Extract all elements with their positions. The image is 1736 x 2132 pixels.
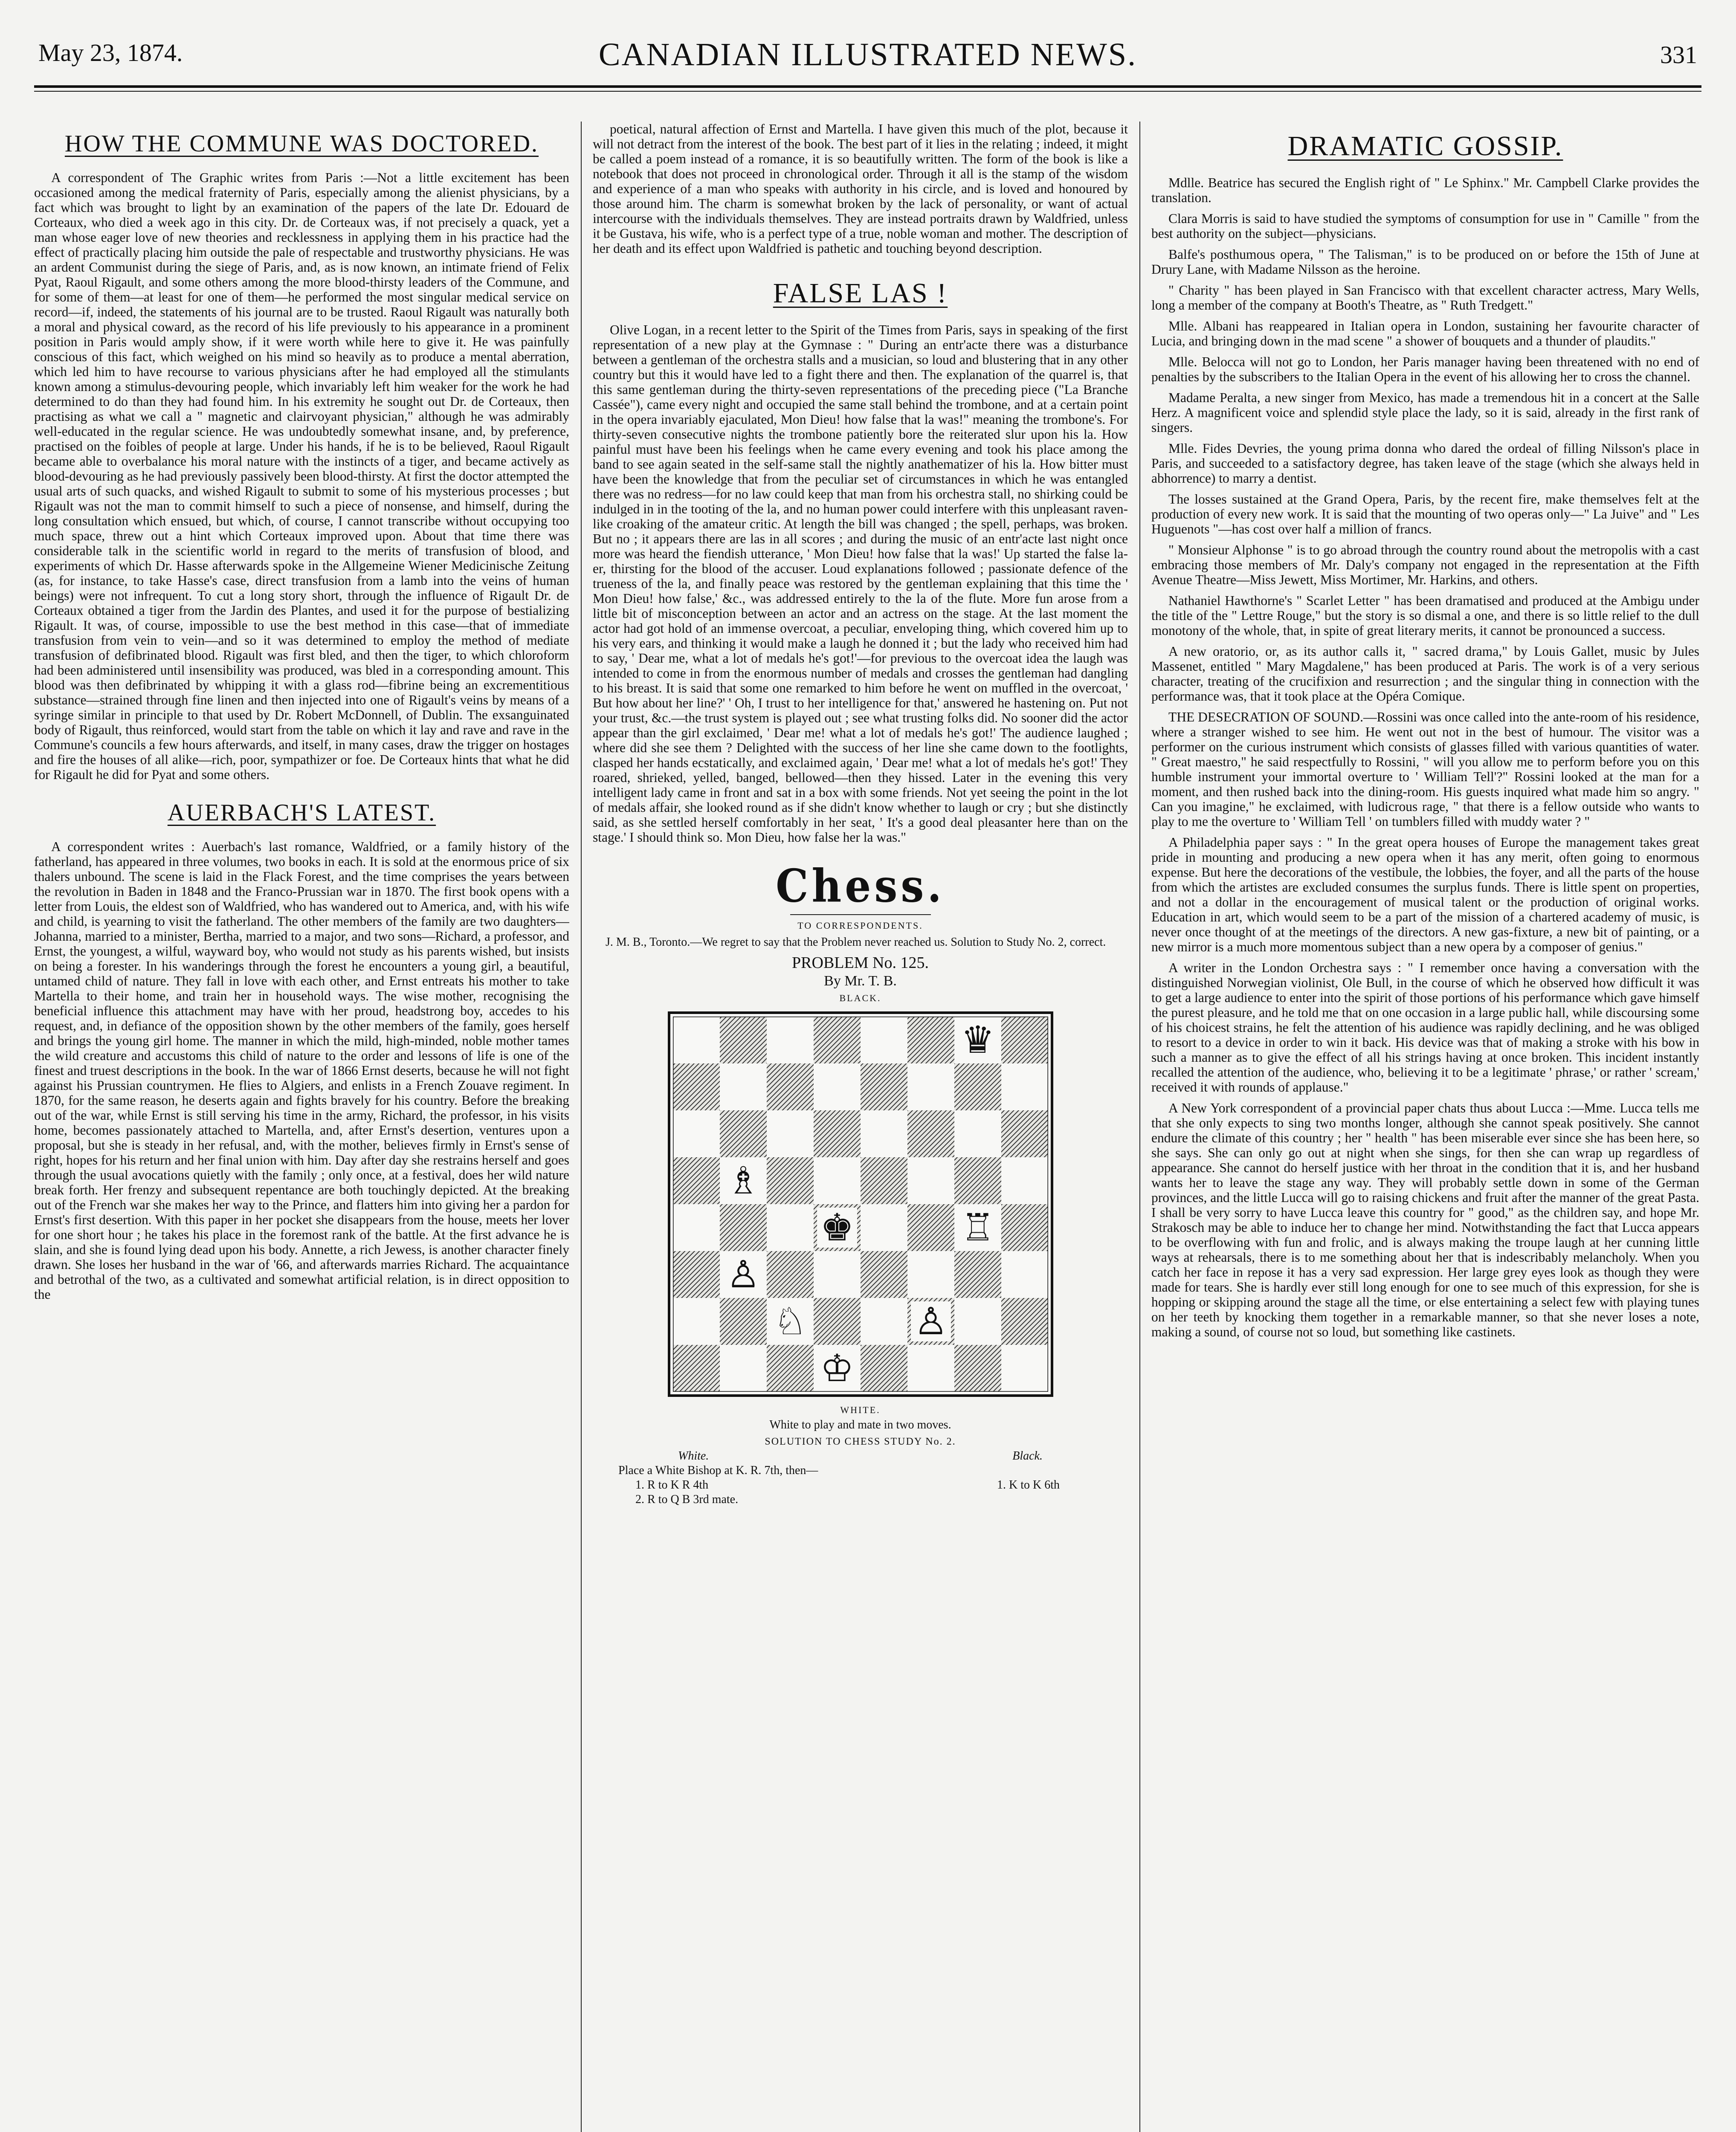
board-square <box>673 1251 720 1298</box>
board-square <box>767 1157 814 1204</box>
paragraph: Clara Morris is said to have studied the symptoms of consumption for use in " Camille " from the best authority on the subject—physicians. <box>1151 211 1699 241</box>
board-square <box>907 1204 954 1251</box>
board-square <box>861 1204 907 1251</box>
chess-piece-icon: ♛ <box>961 1018 994 1062</box>
chess-piece-icon: ♙ <box>726 1252 760 1296</box>
solution-white-label: White. <box>678 1449 709 1463</box>
board-square <box>673 1157 720 1204</box>
board-square <box>954 1063 1001 1110</box>
board-square <box>861 1251 907 1298</box>
board-square <box>1001 1345 1048 1392</box>
article-title-auerbach: AUERBACH'S LATEST. <box>167 800 436 826</box>
chess-piece-icon: ♙ <box>914 1299 948 1343</box>
board-square <box>720 1298 767 1345</box>
paragraph: " Monsieur Alphonse " is to go abroad through the country round about the metropolis with a cast embracing those members of Mr. Daly's company not engaged in the representation at the Fifth Avenue Theatre—Miss Jewett, Miss Mortimer, Mr. Harkins, and others. <box>1151 542 1699 587</box>
paragraph: Balfe's posthumous opera, " The Talisman," is to be produced on or before the 15th of June at Drury Lane, with Madame Nilsson as the heroine. <box>1151 247 1699 277</box>
board-square <box>861 1063 907 1110</box>
board-square <box>673 1110 720 1157</box>
board-square <box>954 1157 1001 1204</box>
chess-board-diagram <box>673 1017 1048 1392</box>
board-square <box>720 1017 767 1063</box>
header-rule-thin <box>34 91 1701 92</box>
chess-section <box>593 859 1128 1506</box>
solution-intro: Place a White Bishop at K. R. 7th, then— <box>618 1464 818 1477</box>
board-square <box>1001 1298 1048 1345</box>
paragraph: A correspondent writes : Auerbach's last romance, Waldfried, or a family history of the fatherland, has appeared in three volumes, two books in each. It is sold at the enormous price of six thalers unbound. The scene is laid in the Flack Forest, and the time comprises the years between the revolution in Baden in 1848 and the Franco-Prussian war in 1870. The first book opens with a letter from Louis, the eldest son of Waldfried, who has wandered out to America, and, with his wife and child, is yearning to visit the fatherland. The other members of the family are two daughters—Johanna, married to a minister, Bertha, married to a major, and two sons—Richard, a professor, and Ernst, the youngest, a wilful, wayward boy, who would not study as his parents wished, but insists on being a forester. In his wanderings through the forest he encounters a young girl, a beautiful, untamed child of nature. They fall in love with each other, and Ernst entreats his mother to take Martella to their home, and train her in household ways. The wise mother, recognising the beneficial influence this attachment may have with her proud, headstrong boy, accedes to his request, and, in defiance of the opposition shown by the other members of the family, goes herself and brings the young girl home. The manner in which the mild, high-minded, noble mother tames the wild creature and accustoms this child of nature to the order and lessons of life is one of the finest and truest descriptions in the book. In the war of 1866 Ernst deserts, because he will not fight against his Prussian countrymen. He flies to Algiers, and enlists in a French Zouave regiment. In 1870, for the same reason, he deserts again and fights bravely for his country. Before the breaking out of the war, while Ernst is still serving his time in the army, Richard, the professor, in his visits home, becomes passionately attached to Martella, and, after Ernst's desertion, ventures upon a proposal, but she is steady in her refusal, and, with the mother, believes firmly in Ernst's sense of right, hopes for his return and her final union with him. Day after day she restrains herself and goes through the usual avocations quietly with the family ; only once, at a festival, does her wild nature break forth. Her frenzy and subsequent repentance are both touchingly depicted. At the breaking out of the French war she makes her way to the Prince, and flatters him into giving her a pardon for Ernst's first desertion. With this paper in her pocket she disappears from the house, meets her lover for one short hour ; he takes his place in the foremost rank of the battle. At the first advance he is slain, and she is found lying dead upon his body. Annette, a rich Jewess, is another character finely drawn. She loses her husband in the war of '66, and afterwards marries Richard. The acquaintance and betrothal of the two, as a cultivated and somewhat artificial relation, is in direct opposition to the <box>34 839 569 1302</box>
board-square <box>767 1204 814 1251</box>
board-square <box>767 1110 814 1157</box>
paragraph: The losses sustained at the Grand Opera, Paris, by the recent fire, make themselves felt at the production of every new work. It is said that the mounting of two operas only—" La Juive" and " Les Huguenots "—has cost over half a million of francs. <box>1151 492 1699 536</box>
board-square <box>767 1345 814 1392</box>
paragraph: " Charity " has been played in San Francisco with that excellent character actress, Mary Wells, long a member of the company at Booth's Theatre, as " Ruth Tredgett." <box>1151 283 1699 313</box>
board-square <box>1001 1157 1048 1204</box>
board-square <box>954 1251 1001 1298</box>
board-square <box>720 1345 767 1392</box>
board-square <box>907 1063 954 1110</box>
page-header <box>34 23 1701 104</box>
board-square <box>720 1110 767 1157</box>
column-divider <box>1139 122 1140 2132</box>
problem-number: PROBLEM No. 125. <box>792 954 929 972</box>
board-square <box>1001 1251 1048 1298</box>
paragraph: Madame Peralta, a new singer from Mexico, has made a tremendous hit in a concert at the Salle Herz. A magnificent voice and splendid style place the lady, so it is said, already in the first rank of singers. <box>1151 390 1699 435</box>
masthead-title: CANADIAN ILLUSTRATED NEWS. <box>598 37 1137 72</box>
article-title-false-las: FALSE LAS ! <box>773 278 948 309</box>
board-square <box>814 1110 861 1157</box>
board-square <box>720 1204 767 1251</box>
board-square <box>954 1298 1001 1345</box>
board-square <box>720 1063 767 1110</box>
problem-author: By Mr. T. B. <box>824 973 897 989</box>
column-middle <box>593 122 1128 2132</box>
paragraph: A correspondent of The Graphic writes from Paris :—Not a little excitement has been occasioned among the medical fraternity of Paris, especially among the alienist physicians, by a fact which was brought to light by an examination of the papers of the late Dr. Edouard de Corteaux, who died a week ago in this city. Dr. de Corteaux was, if not precisely a quack, yet a man whose eager love of new theories and recklessness in applying them in his practice had the effect of practically placing him outside the pale of respectable and trustworthy physicians. He was an ardent Communist during the siege of Paris, and, as is now known, an intimate friend of Felix Pyat, Raoul Rigault, and some others among the more blood-thirsty leaders of the Commune, and for some of them—at least for one of them—he performed the most singular medical service on record—if, indeed, the statements of his journal are to be trusted. Raoul Rigault was naturally both a moral and physical coward, as the record of his life previously to his appearance in a prominent position in Paris would amply show, if it were worth while here to give it. He was painfully conscious of this fact, which weighed on his mind so heavily as to produce a mental aberration, which led him to have recourse to various physicians after he had employed all the stimulants known among a stimulus-devouring people, which invariably left him weaker for the work he had determined to do than they had found him. In his extremity he sought out Dr. de Corteaux, then practising as what we call a " magnetic and clairvoyant physician," although he was admirably well-educated in the regular science. He was undoubtedly somewhat insane, and, by preference, practised on the foibles of people at large. Under his hands, if he is to be believed, Raoul Rigault became able to overbalance his moral nature with the instincts of a tiger, and became actively as blood-devouring as he had previously passively been blood-thirsty. At first the doctor attempted the usual arts of such quacks, and wished Rigault to submit to some of his mysterious processes ; but Rigault was not the man to commit himself to such a piece of nonsense, and himself, during the long consultation which ensued, but which, of course, I cannot transcribe without occupying too much space, threw out a hint which Corteaux improved upon. About that time there was considerable talk in the scientific world in regard to the merits of transfusion of blood, and experiments of which Dr. Hasse afterwards spoke in the Allgemeine Wiener Medicinische Zeitung (as, for instance, to take Hasse's case, direct transfusion from a lamb into the veins of human beings) were not infrequent. To cut a long story short, through the influence of Rigault Dr. de Corteaux obtained a tiger from the Jardin des Plantes, and used it for the purpose of bestializing Rigault. It was, of course, impossible to use the best method in this case—that of immediate transfusion from vein to vein—and so it was determined to employ the method of mediate transfusion of defibrinated blood. Rigault was first bled, and then the tiger, to which chloroform had been administered until insensibility was produced, was bled in a corresponding amount. This blood was then defibrinated by whipping it with a glass rod—fibrine being an excrementitious substance—strained through fine linen and then injected into one of Rigault's veins by means of a syringe similar in principle to that used by Dr. Robert McDonnell, of Dublin. The exsanguinated body of Rigault, thus reinforced, would start from the table on which it lay and rave and rave in the Commune's councils a few hours afterwards, and itself, in many cases, draw the trigger on hostages and fire the houses of all alike—rich, poor, sympathizer or foe. De Corteaux hints that what he did for Rigault he did for Pyat and some others. <box>34 170 569 782</box>
paragraph: Olive Logan, in a recent letter to the Spirit of the Times from Paris, says in speaking of the first representation of a new play at the Gymnase : " During an entr'acte there was a disturbance between a gentleman of the orchestra stalls and a musician, so loud and blustering that in any other country but this it would have led to a fight there and then. The explanation of the quarrel is, that this same gentleman during the thirty-seven representations of the preceding piece ("La Branche Cassée"), came every night and occupied the same stall behind the trombone, and at a certain point in the opera invariably ejaculated, Mon Dieu! how false that la was!" meaning the trombone's. For thirty-seven consecutive nights the trombone patiently bore the reiterated slur upon his la. How painful must have been his feelings when he came every evening and took his place among the band to see again seated in the self-same stall the nightly anathematizer of his la. How bitter must have been the knowledge that from the peculiar set of circumstances in which he was entangled there was no redress—for no law could keep that man from his orchestra stall, no shirking could be indulged in in the tooting of the la, and no human power could interfere with this unpleasant raven-like croaking of the amateur critic. At length the bill was changed ; the spell, perhaps, was broken. But no ; it appears there are las in all scores ; and during the music of an entr'acte last night once more was heard the fiendish utterance, ' Mon Dieu! how false that la was!' Up started the false la-er, thirsting for the blood of the accuser. Loud explanations followed ; passionate defence of the trueness of the la, and finally peace was restored by the gentleman explaining that this time the ' Mon Dieu! how false,' &c., was addressed entirely to the la of the flute. More fun arose from a little bit of misconception between an actor and an actress on the stage. At the last moment the actor had got hold of an immense overcoat, a peculiar, enveloping thing, which covered him up to his very ears, and thinking it would make a laugh he donned it ; but the lady who received him had to say, ' Dear me, what a lot of medals he's got!'—for previous to the overcoat idea the laugh was intended to come in from the enormous number of medals and crosses the gentleman had dangling to his breast. It is said that some one remarked to him before he went on muffled in the overcoat, ' But how about her line?' ' Oh, I trust to her intelligence for that,' answered he hastening on. Put not your trust, &c.—the trust system is played out ; see what trusting folks did. No sooner did the actor appear than the girl exclaimed, ' Dear me! what a lot of medals he's got!' The audience laughed ; where did she see them ? Delighted with the success of her line she came down to the footlights, clasped her hands ecstatically, and exclaimed again, ' Dear me! what a lot of medals he's got!' They roared, shrieked, yelled, banged, bellowed—then they hissed. Later in the evening this very intelligent lady came in front and sat in a box with some friends. Not yet seeing the point in the lot of medals affair, she looked round as if she didn't know whether to laugh or cry ; but she distinctly said, as she settled herself comfortably in her seat, ' It's a good deal pleasanter here than on the stage.' I should think so. Mon Dieu, how false her la was." <box>593 322 1128 845</box>
correspondents-heading: TO CORRESPONDENTS. <box>797 920 923 931</box>
chess-piece-icon: ♗ <box>726 1159 760 1202</box>
column-divider <box>581 122 582 2132</box>
board-square <box>814 1157 861 1204</box>
board-square <box>814 1063 861 1110</box>
black-label: BLACK. <box>839 993 881 1003</box>
article-title-dramatic-gossip: DRAMATIC GOSSIP. <box>1287 130 1563 162</box>
board-square <box>861 1298 907 1345</box>
article-body-auerbach <box>34 839 569 1302</box>
column-left <box>34 122 569 2132</box>
chess-piece-icon: ♔ <box>820 1346 854 1390</box>
paragraph: THE DESECRATION OF SOUND.—Rossini was once called into the ante-room of his residence, where a stranger wished to see him. He went out not in the best of humour. The visitor was a performer on the curious instrument which consists of glasses filled with various quantities of water. " Great maestro," he said respectfully to Rossini, " will you allow me to perform before you on this humble instrument your immortal overture to ' William Tell'?" Rossini looked at the man for a moment, and then rushed back into the dining-room. His guests inquired what made him so angry. " Can you imagine," he exclaimed, with ludicrous rage, " that there is a fellow outside who wants to play to me the overture to ' William Tell ' on tumblers filled with muddy water ? " <box>1151 710 1699 829</box>
board-square <box>954 1345 1001 1392</box>
paragraph: Nathaniel Hawthorne's " Scarlet Letter " has been dramatised and produced at the Ambigu under the title of the " Lettre Rouge," but the story is so dismal a one, and there is so little relief to the dull monotony of the whole, that, in spite of great literary merits, it cannot be pronounced a success. <box>1151 593 1699 638</box>
white-label: WHITE. <box>840 1405 881 1415</box>
issue-date: May 23, 1874. <box>38 39 183 67</box>
board-square <box>907 1345 954 1392</box>
board-square <box>907 1157 954 1204</box>
board-square <box>907 1110 954 1157</box>
chess-board <box>668 1011 1053 1397</box>
article-body-auerbach-cont <box>593 122 1128 256</box>
board-square <box>861 1017 907 1063</box>
board-square <box>907 1251 954 1298</box>
board-square <box>1001 1204 1048 1251</box>
article-body-commune <box>34 170 569 782</box>
solution-move-white-1: 1. R to K R 4th <box>635 1478 709 1492</box>
board-square <box>673 1345 720 1392</box>
board-square <box>673 1017 720 1063</box>
solution-move-black-1: 1. K to K 6th <box>997 1478 1060 1492</box>
board-square <box>814 1251 861 1298</box>
chess-piece-icon: ♚ <box>820 1205 854 1249</box>
paragraph: Mlle. Albani has reappeared in Italian opera in London, sustaining her favourite character of Lucia, and bringing down in the mad scene " a shower of bouquets and a thunder of plaudits." <box>1151 319 1699 348</box>
board-square <box>673 1063 720 1110</box>
board-square <box>1001 1110 1048 1157</box>
chess-rule <box>790 914 931 915</box>
paragraph: A Philadelphia paper says : " In the great opera houses of Europe the management takes great pride in mounting and producing a new opera when it has any merit, often going to enormous expense. But here the decorations of the vestibule, the lobbies, the foyer, and all the parts of the house from which the artistes are excluded consumes the surplus funds. There is little spent on properties, and not a dollar in the encouragement of musical talent or the production of original works. Education in art, which would seem to be a part of the mission of a chartered academy of music, is never once thought of at the meetings of the directors. A new gas-fixture, a new bit of painting, or a new mirror is a much more momentous subject than a new opera by a composer of genius." <box>1151 835 1699 954</box>
board-square <box>907 1017 954 1063</box>
board-square <box>767 1017 814 1063</box>
paragraph: A New York correspondent of a provincial paper chats thus about Lucca :—Mme. Lucca tells me that she only expects to sing two months longer, although she cannot speak positively. She cannot endure the climate of this country ; her " health " has been miserable ever since she has been here, so she says. She can only go out at night when she sings, for then she can wrap up regardless of appearance. She cannot do herself justice with her throat in the condition that it is, and her husband wants her to leave the stage any way. They will probably settle down in some of the German provinces, and the little Lucca will go to raising chickens and fruit after the manner of the great Pasta. I shall be very sorry to have Lucca leave this country for " good," as the children say, and hope Mr. Strakosch may be able to induce her to change her mind. Notwithstanding the fact that Lucca appears to be overflowing with fun and frolic, and is always making the troupe laugh at her cunning little ways at rehearsals, there is to me something about her that is indescribably melancholy. When you catch her face in repose it has a very sad expression. Her large grey eyes look as though they were made for tears. She is hardly ever still long enough for one to see much of this expression, for she is hopping or skipping around the stage all the time, or else entertaining a select few with playing tunes on her teeth by knocking them together in a remarkable manner, so that she never loses a note, making a sound, of course not so loud, but something like castinets. <box>1151 1101 1699 1339</box>
paragraph: A writer in the London Orchestra says : " I remember once having a conversation with the distinguished Norwegian violinist, Ole Bull, in the course of which he observed how difficult it was to get a large audience to enter into the spirit of those portions of his performance which gave himself the purest pleasure, and he told me that on one occasion in a large public hall, while discoursing some of his choicest strains, he felt the attention of his audience was rapidly declining, and he was obliged to resort to a device in order to win it back. His device was that of making a stroke with his bow in such a manner as to give the effect of all his strings having at once broken. This incident instantly recalled the attention of the audience, who, believing it to be a legitimate ' phrase,' or rather ' scream,' received it with rounds of applause." <box>1151 960 1699 1095</box>
solution-move-white-2: 2. R to Q B 3rd mate. <box>635 1493 739 1506</box>
article-body-false-las <box>593 322 1128 845</box>
paragraph: poetical, natural affection of Ernst and Martella. I have given this much of the plot, because it will not detract from the interest of the book. The best part of it lies in the relating ; indeed, it might be called a poem instead of a romance, it is so beautifully written. The form of the book is like a notebook that does not proceed in chronological order. Through it all is the stamp of the wisdom and experience of a man who speaks with authority in his circle, and is loved and honoured by those around him. The charm is somewhat broken by the lack of personality, or want of actual intercourse with the individuals themselves. They are instead portraits drawn by Waldfried, unless it be Gustava, his wife, who is a perfect type of a true, noble woman and mother. The description of her death and its effect upon Waldfried is pathetic and touching beyond description. <box>593 122 1128 256</box>
correspondents-note: J. M. B., Toronto.—We regret to say that the Problem never reached us. Solution to Study No. 2, correct. <box>606 936 1106 949</box>
board-square <box>673 1204 720 1251</box>
paragraph: Mdlle. Beatrice has secured the English right of " Le Sphinx." Mr. Campbell Clarke provides the translation. <box>1151 175 1699 205</box>
board-square <box>673 1298 720 1345</box>
article-title-commune: HOW THE COMMUNE WAS DOCTORED. <box>64 130 539 157</box>
page-number: 331 <box>1660 41 1697 69</box>
board-square <box>861 1157 907 1204</box>
board-square <box>1001 1063 1048 1110</box>
board-square <box>954 1110 1001 1157</box>
board-square <box>861 1345 907 1392</box>
paragraph: Mlle. Belocca will not go to London, her Paris manager having been threatened with no end of penalties by the subscribers to the Italian Opera in the event of his allowing her to cross the channel. <box>1151 354 1699 384</box>
board-square <box>814 1017 861 1063</box>
paragraph: A new oratorio, or, as its author calls it, " sacred drama," by Louis Gallet, music by Jules Massenet, entitled " Mary Magdalene," has been produced at Paris. The work is of a very serious character, treating of the crucifixion and resurrection ; and the singular thing in connection with the performance was, that it took place at the Opéra Comique. <box>1151 644 1699 704</box>
problem-instruction: White to play and mate in two moves. <box>769 1418 951 1431</box>
column-right <box>1151 122 1699 2132</box>
board-square <box>814 1298 861 1345</box>
solution-black-label: Black. <box>1012 1449 1043 1463</box>
solution-heading: SOLUTION TO CHESS STUDY No. 2. <box>765 1436 956 1447</box>
article-body-dramatic-gossip <box>1151 175 1699 1339</box>
board-square <box>767 1251 814 1298</box>
board-square <box>861 1110 907 1157</box>
header-rule <box>34 85 1701 88</box>
chess-heading: Chess. <box>776 859 945 912</box>
board-square <box>767 1063 814 1110</box>
board-square <box>1001 1017 1048 1063</box>
chess-piece-icon: ♖ <box>961 1205 994 1249</box>
chess-piece-icon: ♘ <box>773 1299 807 1343</box>
paragraph: Mlle. Fides Devries, the young prima donna who dared the ordeal of filling Nilsson's place in Paris, and succeeded to a satisfactory degree, has taken leave of the stage (which she always held in abhorrence) to marry a dentist. <box>1151 441 1699 486</box>
